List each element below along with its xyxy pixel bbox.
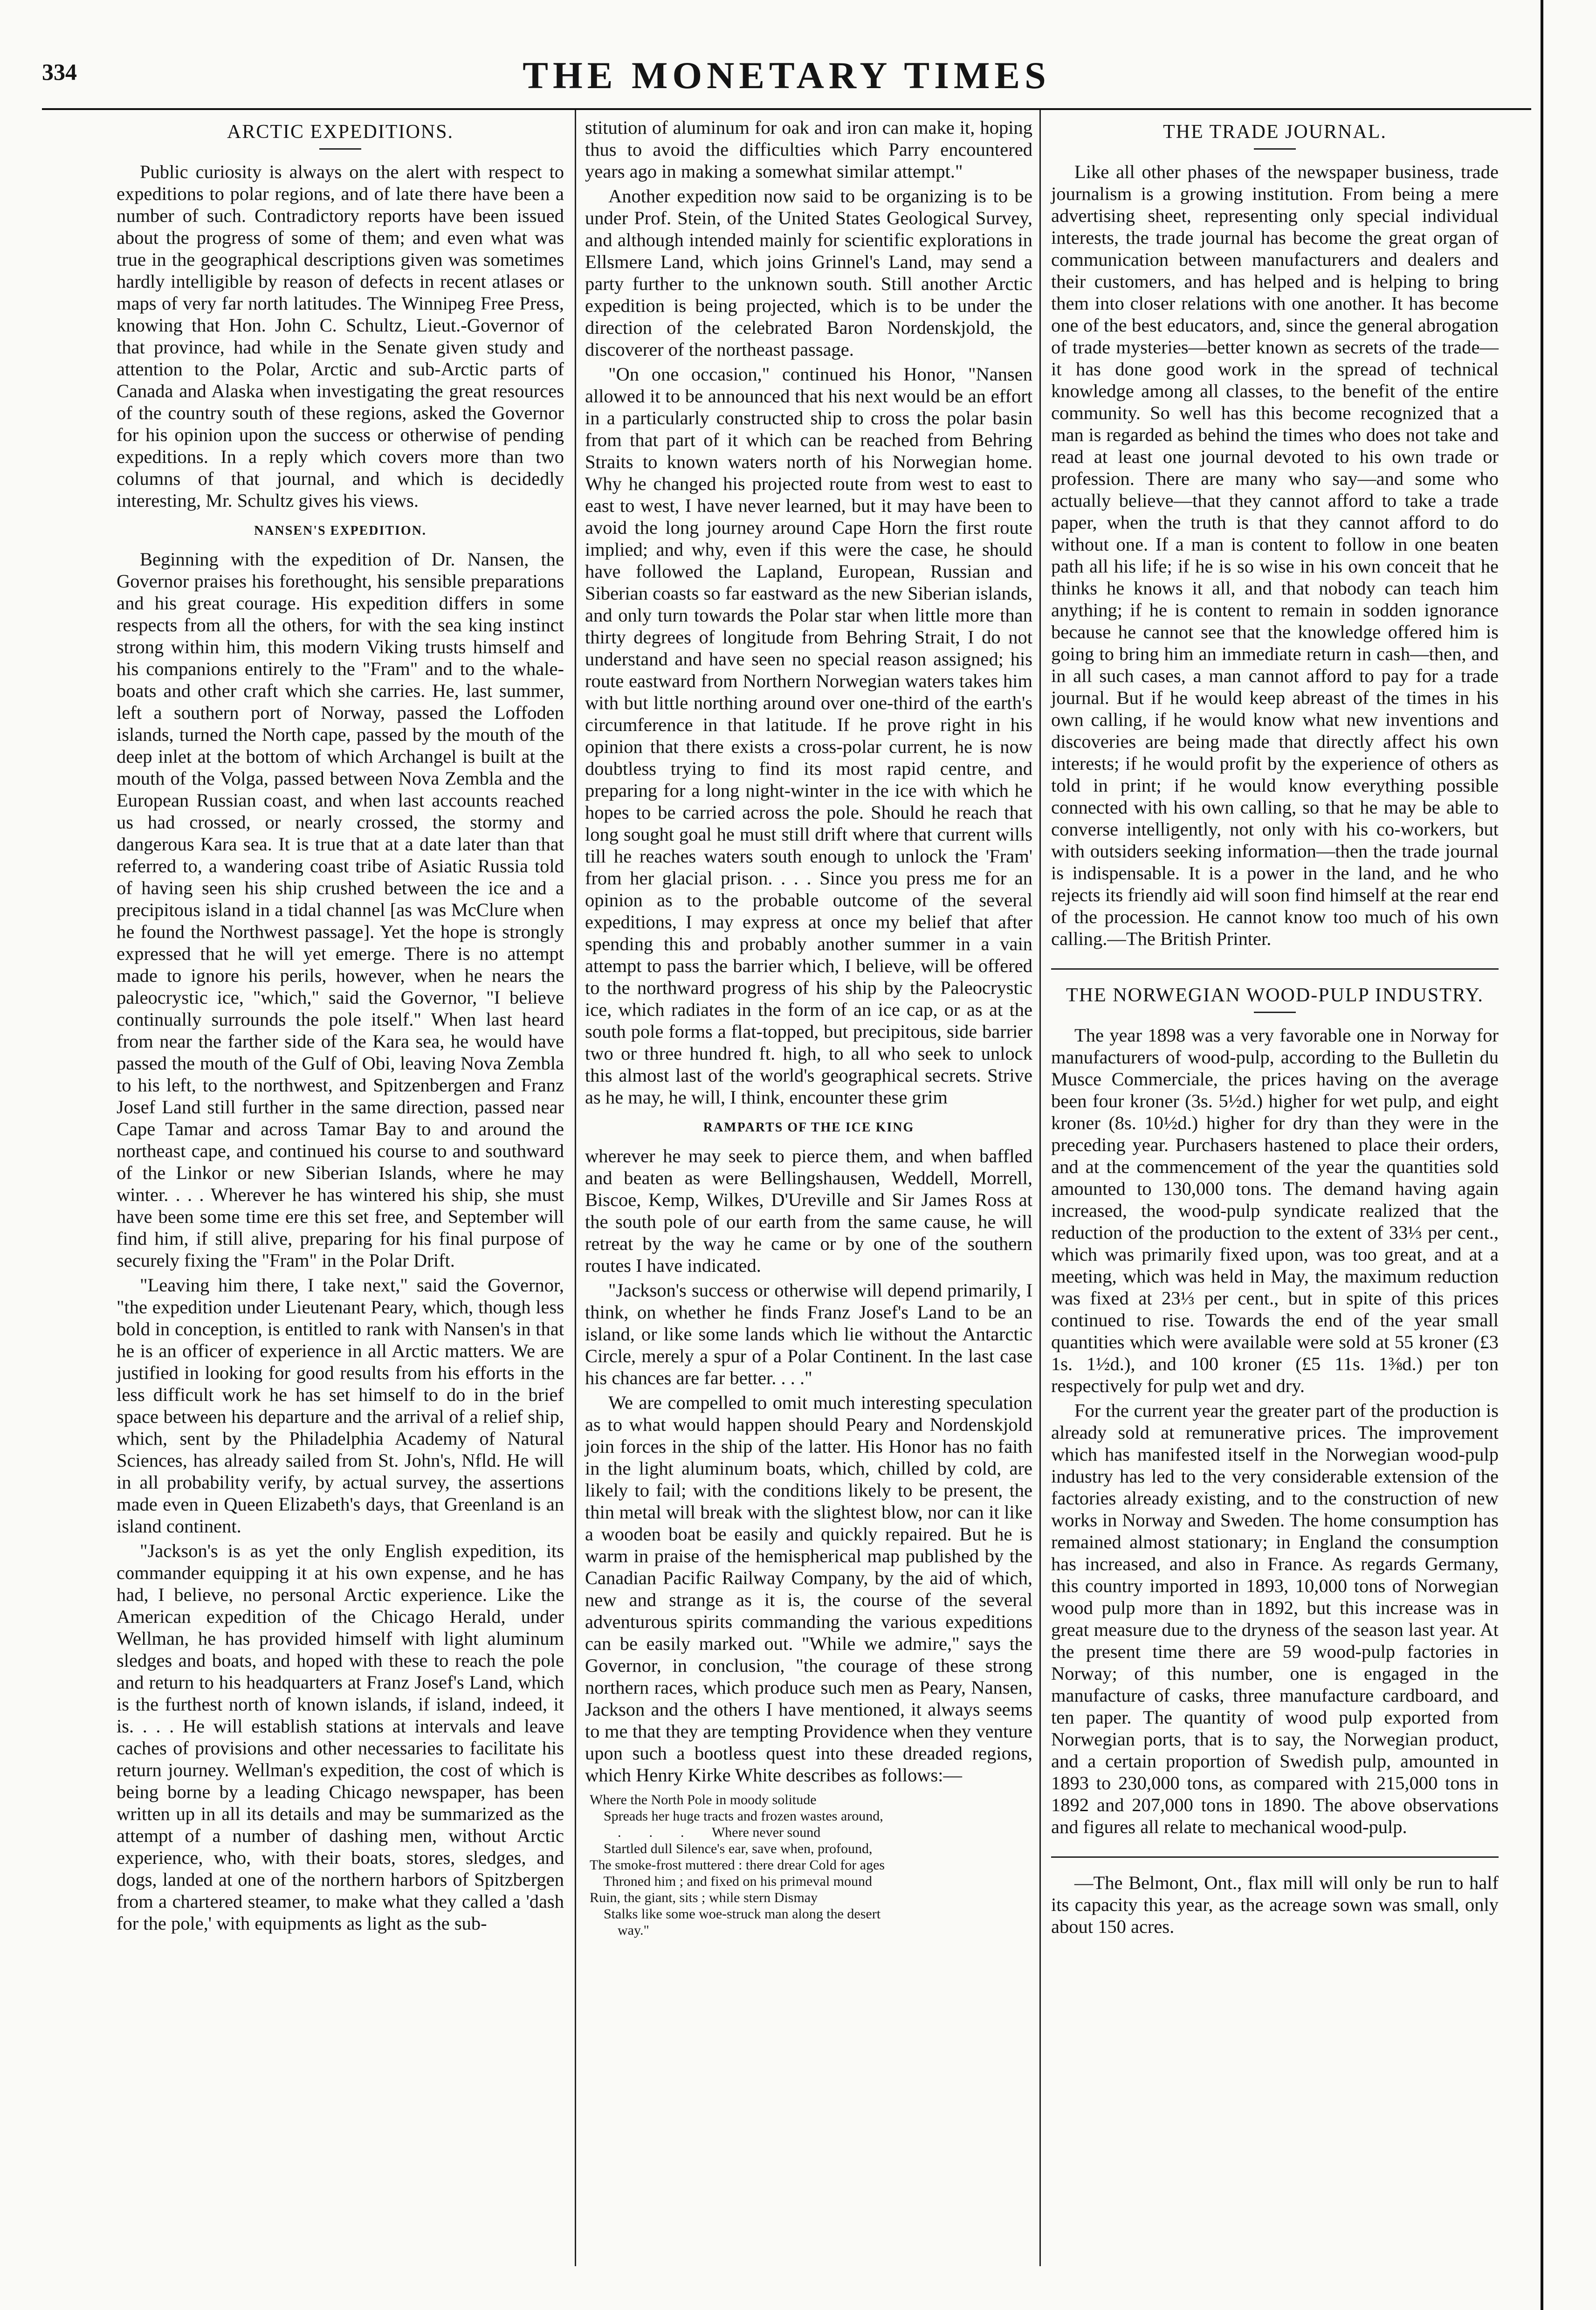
- paragraph: "Jackson's success or otherwise will depend primarily, I think, on whether he finds Franz Josef's Land to be an island, or like some lands which lie without the Antarctic Circle, merely a spur of a Polar Continent. In the last case his chances are far better. . . .": [585, 1280, 1032, 1388]
- column-3: [1051, 117, 1499, 1940]
- paragraph: Like all other phases of the newspaper business, trade journalism is a growing institution. From being a mere advertising sheet, representing only special individual interests, the trade journal has become the great organ of communication between manufacturers and dealers and their customers, and has helped and is helping to bring them into closer relations with one another. It has become one of the best educators, and, since the general abrogation of trade mysteries—better known as secrets of the trade—it has done good work in the spread of technical knowledge among all classes, to the benefit of the entire community. So well has this become recognized that a man is regarded as behind the times who does not take and read at least one journal devoted to his own trade or profession. There are many who say—and some who actually believe—that they cannot afford to take a trade paper, when the truth is that they cannot afford to do without one. If a man is content to follow in one beaten path all his life; if he is so wise in his own conceit that he thinks he knows it all, and that nobody can teach him anything; if he is content to remain in sodden ignorance because he cannot see that the knowledge offered him is going to bring him an immediate return in cash—then, and in all such cases, a man cannot afford to pay for a trade journal. But if he would keep abreast of the times in his own calling, if he would know what new inventions and discoveries are being made that directly affect his own interests; if he would profit by the experience of others as told in print; if he would know everything possible connected with his own calling, so that he may be able to converse intelligently, not only with his co-workers, but with outsiders seeking information—then the trade journal is indispensable. It is a power in the land, and he who rejects its friendly aid will soon find himself at the rear end of the procession. He cannot know too much of his own calling.—The British Printer.: [1051, 161, 1499, 949]
- page-header: [42, 54, 1531, 105]
- column-2: [585, 117, 1032, 1938]
- paragraph: —The Belmont, Ont., flax mill will only be run to half its capacity this year, as the acreage sown was small, only about 150 acres.: [1051, 1872, 1499, 1937]
- subheading-nansens-expedition: NANSEN'S EXPEDITION.: [254, 524, 427, 538]
- poem-line: Throned him ; and fixed on his primeval mound: [590, 1874, 873, 1889]
- column-rule-1: [575, 110, 576, 2266]
- column-rule-2: [1039, 110, 1041, 2266]
- title-rule: [1254, 148, 1296, 150]
- paragraph: "On one occasion," continued his Honor, "Nansen allowed it to be announced that his next would be an effort in a particularly constructed ship to cross the polar basin from that part of it which can be reached from Behring Straits to known waters north of his Norwegian home. Why he changed his projected route from west to east to east to west, I have never learned, but it may have been to avoid the long journey around Cape Horn the first route implied; and why, even if this were the case, he should have followed the Lapland, European, Russian and Siberian coasts so far eastward as the new Siberian islands, and only turn towards the Polar star when little more than thirty degrees of longitude from Behring Strait, I do not understand and have seen no special reason assigned; his route eastward from Northern Norwegian waters takes him with but little northing around over one-third of the earth's circumference in that latitude. If he prove right in his opinion that there exists a cross-polar current, he is now doubtless trying to find its most rapid centre, and preparing for a long night-winter in the ice with which he hopes to be carried across the pole. Should he reach that long sought goal he must still drift where that current wills till he reaches waters south enough to unlock the 'Fram' from her glacial prison. . . . Since you press me for an opinion as to the probable outcome of the several expeditions, I may express at once my belief that after spending this and probably another summer in a vain attempt to pass the barrier which, I believe, will be offered to the northward progress of his ship by the Paleocrystic ice, which radiates in the form of an ice cap, or as at the south pole forms a flat-topped, but precipitous, side barrier two or three hundred ft. high, to all who seek to unlock this almost last of the world's geographical secrets. Strive as he may, he will, I think, encounter these grim: [585, 364, 1032, 1108]
- column-1: [117, 117, 564, 1937]
- poem-line: Ruin, the giant, sits ; while stern Dismay: [590, 1890, 818, 1905]
- paragraph: "Leaving him there, I take next," said the Governor, "the expedition under Lieutenant Peary, which, though less bold in conception, is entitled to rank with Nansen's in that he is an officer of experience in all Arctic matters. We are justified in looking for good results from his efforts in the less difficult work he has set himself to do in the brief space between his departure and the arrival of a relief ship, which, sent by the Philadelphia Academy of Natural Sciences, has already sailed from St. John's, Nfld. He will in all probability verify, by actual survey, the assertions made even in Queen Elizabeth's days, that Greenland is an island continent.: [117, 1275, 564, 1537]
- paragraph: Another expedition now said to be organizing is to be under Prof. Stein, of the United States Geological Survey, and although intended mainly for scientific explorations in Ellsmere Land, which joins Grinnel's Land, may send a party further to the unknown south. Still another Arctic expedition is being projected, which is to be under the direction of the celebrated Baron Nordenskjold, the discoverer of the northeast passage.: [585, 186, 1032, 360]
- article-title-norwegian-wood-pulp: THE NORWEGIAN WOOD-PULP INDUSTRY.: [1066, 985, 1484, 1006]
- article-title-arctic-expeditions: ARCTIC EXPEDITIONS.: [227, 121, 454, 143]
- poem-line: The smoke-frost muttered : there drear Cold for ages: [590, 1857, 885, 1873]
- poem-line: Spreads her huge tracts and frozen wastes around,: [590, 1808, 883, 1824]
- paragraph: We are compelled to omit much interesting speculation as to what would happen should Peary and Nordenskjold join forces in the ship of the latter. His Honor has no faith in the light aluminum boats, which, chilled by cold, are likely to fail; with the conditions likely to be present, the thin metal will break with the slightest blow, nor can it like a wooden boat be easily and quickly repaired. But he is warm in praise of the hemispherical map published by the Canadian Pacific Railway Company, by the aid of which, new and strange as it is, the course of the several adventurous spirits commanding the various expeditions can be easily marked out. "While we admire," says the Governor, in conclusion, "the courage of these strong northern races, which produce such men as Peary, Nansen, Jackson and the others I have mentioned, it always seems to me that they are tempting Providence when they venture upon such a bootless quest into these dreaded regions, which Henry Kirke White describes as follows:—: [585, 1392, 1032, 1786]
- paragraph: Public curiosity is always on the alert with respect to expeditions to polar regions, and of late there have been a number of such. Contradictory reports have been issued about the progress of some of them; and even what was true in the geographical descriptions given was sometimes hardly intelligible by reason of defects in recent atlases or maps of very far north latitudes. The Winnipeg Free Press, knowing that Hon. John C. Schultz, Lieut.-Governor of that province, had while in the Senate given study and attention to the Polar, Arctic and sub-Arctic parts of Canada and Alaska when investigating the great resources of the country south of these regions, asked the Governor for his opinion upon the success or otherwise of pending expeditions. In a reply which covers more than two columns of that journal, and which is decidedly interesting, Mr. Schultz gives his views.: [117, 161, 564, 511]
- paragraph: "Jackson's is as yet the only English expedition, its commander equipping it at his own expense, and he has had, I believe, no personal Arctic experience. Like the American expedition of the Chicago Herald, under Wellman, he has provided himself with light aluminum sledges and boats, and hoped with these to reach the pole and return to his headquarters at Franz Josef's Land, which is the furthest north of known islands, if island, indeed, it is. . . . He will establish stations at intervals and leave caches of provisions and other necessaries to facilitate his return journey. Wellman's expedition, the cost of which is being borne by a leading Chicago newspaper, has been written up in all its details and may be summarized as the attempt of a number of dashing men, without Arctic experience, who, with their boats, stores, sledges, and dogs, landed at one of the northern harbors of Spitzbergen from a chartered steamer, to make what they called a 'dash for the pole,' with equipments as light as the sub-: [117, 1540, 564, 1934]
- poem-line: way.": [590, 1923, 649, 1938]
- poem-quotation: [590, 1792, 1032, 1938]
- header-rule: [42, 108, 1531, 110]
- subheading-ramparts-of-the-ice-king: RAMPARTS OF THE ICE KING: [703, 1120, 915, 1135]
- masthead-title: THE MONETARY TIMES: [523, 54, 1051, 97]
- page-number: 334: [42, 59, 77, 85]
- paragraph: stitution of aluminum for oak and iron can make it, hoping thus to avoid the difficulties which Parry encountered years ago in making a somewhat similar attempt.": [585, 117, 1032, 182]
- poem-line: Stalks like some woe-struck man along the desert: [590, 1906, 881, 1922]
- binding-edge-rule: [1541, 0, 1543, 2310]
- paragraph: For the current year the greater part of the production is already sold at remunerative prices. The improvement which has manifested itself in the Norwegian wood-pulp industry has led to the very considerable extension of the factories already existing, and to the construction of new works in Norway and Sweden. The home consumption has remained almost stationary; in England the consumption has increased, and also in France. As regards Germany, this country imported in 1893, 10,000 tons of Norwegian wood pulp more than in 1892, but this increase was in great measure due to the dryness of the season last year. At the present time there are 59 wood-pulp factories in Norway; of this number, one is engaged in the manufacture of casks, three manufacture cardboard, and ten paper. The quantity of wood pulp exported from Norwegian ports, that is to say, the Norwegian product, and a certain proportion of Swedish pulp, amounted in 1893 to 230,000 tons, as compared with 215,000 tons in 1892 and 207,000 tons in 1890. The above observations and figures all relate to mechanical wood-pulp.: [1051, 1400, 1499, 1837]
- paragraph: The year 1898 was a very favorable one in Norway for manufacturers of wood-pulp, according to the Bulletin du Musce Commerciale, the prices having on the average been four kroner (3s. 5½d.) higher for wet pulp, and eight kroner (8s. 10½d.) higher for dry than they were in the preceding year. Purchasers hastened to place their orders, and at the commencement of the year the quantities sold amounted to 130,000 tons. The demand having again increased, the wood-pulp syndicate realized that the reduction of the production to the extent of 33⅓ per cent., which was primarily fixed upon, was too great, and at a meeting, which was held in May, the maximum reduction was fixed at 23⅓ per cent., but in spite of this prices continued to rise. Towards the end of the year small quantities which were available were sold at 55 kroner (£3 1s. 1½d.), and 100 kroner (£5 11s. 1⅜d.) per ton respectively for pulp wet and dry.: [1051, 1025, 1499, 1396]
- article-title-trade-journal: THE TRADE JOURNAL.: [1163, 121, 1387, 143]
- paragraph: wherever he may seek to pierce them, and when baffled and beaten as were Bellingshausen, Weddell, Morrell, Biscoe, Kemp, Wilkes, D'Ureville and Sir James Ross at the south pole of our earth from the same cause, he will retreat by the way he came or by one of the southern routes I have indicated.: [585, 1145, 1032, 1276]
- article-divider: [1051, 1856, 1499, 1858]
- article-divider: [1051, 968, 1499, 970]
- poem-line: Where the North Pole in moody solitude: [590, 1792, 817, 1807]
- title-rule: [1254, 1012, 1296, 1013]
- poem-line: . . . Where never sound: [590, 1825, 821, 1840]
- poem-line: Startled dull Silence's ear, save when, profound,: [590, 1841, 873, 1856]
- title-rule: [319, 148, 361, 150]
- paragraph: Beginning with the expedition of Dr. Nansen, the Governor praises his forethought, his sensible preparations and his great courage. His expedition differs in some respects from all the others, for with the sea king instinct strong within him, this modern Viking trusts himself and his companions entirely to the "Fram" and to the whale-boats and other craft which she carries. He, last summer, left a southern port of Norway, passed the Loffoden islands, turned the North cape, passed by the mouth of the deep inlet at the bottom of which Archangel is built at the mouth of the Volga, passed between Nova Zembla and the European Russian coast, and when last accounts reached us had crossed, or nearly crossed, the stormy and dangerous Kara sea. It is true that at a date later than that referred to, a wandering coast tribe of Asiatic Russia told of having seen his ship crushed between the ice and a precipitous island in a tidal channel [as was McClure when he found the Northwest passage]. Yet the hope is strongly expressed that he will yet emerge. There is no attempt made to ignore his perils, however, when he nears the paleocrystic ice, "which," said the Governor, "I believe continually surrounds the pole itself." When last heard from near the farther side of the Kara sea, he would have passed the mouth of the Gulf of Obi, leaving Nova Zembla to his left, to the northwest, and Spitzenbergen and Franz Josef Land still further in the same direction, passed near Cape Tamar and across Tamar Bay to and around the northeast cape, and continued his course to and southward of the Linkor or new Siberian Islands, where he may winter. . . . Wherever he has wintered his ship, she must have been some time ere this set free, and September will find him, if still alive, preparing for his final purpose of securely fixing the "Fram" in the Polar Drift.: [117, 549, 564, 1271]
